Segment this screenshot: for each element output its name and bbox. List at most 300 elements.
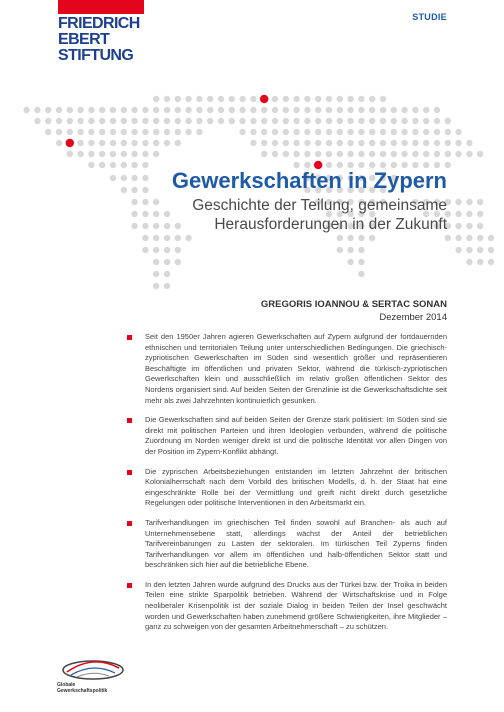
map-dot [77, 151, 83, 157]
map-dot [293, 107, 299, 113]
map-dot [369, 235, 375, 241]
map-dot [391, 107, 397, 113]
map-dot [434, 129, 440, 135]
map-dot [67, 151, 73, 157]
map-dot [337, 140, 343, 146]
map-dot [380, 140, 386, 146]
map-dot [142, 223, 148, 229]
map-dot [153, 223, 159, 229]
map-dot [131, 162, 137, 168]
map-dot [369, 107, 375, 113]
map-dot [121, 162, 127, 168]
map-dot [142, 118, 148, 124]
map-dot [23, 107, 29, 113]
map-dot [369, 140, 375, 146]
map-dot [153, 96, 159, 102]
footer-logo-line-1: Globale [57, 682, 76, 688]
map-dot [445, 151, 451, 157]
map-dot [477, 223, 483, 229]
map-dot [337, 107, 343, 113]
map-dot [315, 140, 321, 146]
map-dot [412, 140, 418, 146]
map-dot [412, 118, 418, 124]
map-dot [283, 107, 289, 113]
map-dot [272, 140, 278, 146]
bullet-square-icon [127, 418, 132, 423]
map-dot [315, 129, 321, 135]
map-dot [131, 107, 137, 113]
map-dot [401, 151, 407, 157]
map-dot [142, 175, 148, 181]
map-dot [175, 223, 181, 229]
map-dot [175, 96, 181, 102]
footer-logo-line-2: Gewerkschaftspolitik [57, 687, 108, 694]
map-dot [142, 211, 148, 217]
map-dot [391, 129, 397, 135]
map-dot [56, 129, 62, 135]
map-dot [229, 96, 235, 102]
map-dot [380, 129, 386, 135]
map-dot [131, 187, 137, 193]
map-dot [358, 235, 364, 241]
map-dot [239, 118, 245, 124]
map-dot [250, 118, 256, 124]
map-dot [412, 107, 418, 113]
map-dot [110, 140, 116, 146]
map-dot [423, 140, 429, 146]
map-dot [34, 118, 40, 124]
map-dot [337, 118, 343, 124]
series-label: STUDIE [412, 12, 447, 22]
map-dot [466, 211, 472, 217]
map-dot [358, 271, 364, 277]
map-dot [261, 107, 267, 113]
map-dot [99, 107, 105, 113]
map-dot [185, 235, 191, 241]
map-dot [56, 107, 62, 113]
map-dot [423, 151, 429, 157]
map-dot [380, 96, 386, 102]
map-dot [455, 223, 461, 229]
map-dot [477, 235, 483, 241]
map-dot [164, 107, 170, 113]
map-dot [164, 283, 170, 289]
map-dot [229, 118, 235, 124]
world-map-dot-pattern [0, 90, 504, 300]
footer-logo-label [57, 683, 107, 694]
map-dot [455, 235, 461, 241]
map-dot [401, 129, 407, 135]
map-dot [466, 247, 472, 253]
map-dot [315, 96, 321, 102]
map-dot [153, 211, 159, 217]
map-dot [455, 140, 461, 146]
map-dot [99, 151, 105, 157]
map-dot [347, 259, 353, 265]
map-dot [110, 175, 116, 181]
map-dot [121, 118, 127, 124]
map-dot [477, 211, 483, 217]
map-dot [185, 129, 191, 135]
bullet-item: Seit den 1950er Jahren agieren Gewerkschaften auf Zypern aufgrund der fortdauernden ethnischen und territorialen Teilung unter unterschiedlichen Bedingungen. Die griechisch-zypriotischen Gewerkschaften im Süden sind wesentlich größer und repräsentieren Beschäftigte im öffentlichen und privaten Sektor, während die türkisch-zypriotischen Gewerkschaften klein und ausschließlich im relativ großen öffentlichen Sektor des Nordens organisiert sind. Auf beiden Seiten der Grenzlinie ist die Gewerkschaftsdichte seit mehr als zwei Jahrzehnten kontinuierlich gesunken. [127, 332, 447, 406]
map-dot [358, 118, 364, 124]
map-dot [445, 235, 451, 241]
map-dot [185, 118, 191, 124]
map-dot [466, 199, 472, 205]
map-dot [142, 235, 148, 241]
map-dot [131, 211, 137, 217]
map-dot [56, 140, 62, 146]
map-dot [77, 118, 83, 124]
map-dot [153, 118, 159, 124]
map-dot [423, 107, 429, 113]
map-dot [347, 140, 353, 146]
map-dot [358, 129, 364, 135]
map-dot [239, 129, 245, 135]
summary-bullets [127, 332, 447, 642]
map-dot [77, 107, 83, 113]
map-dot [45, 129, 51, 135]
map-dot [261, 151, 267, 157]
map-dot [293, 151, 299, 157]
map-dot [164, 259, 170, 265]
map-dot [164, 96, 170, 102]
map-dot [369, 151, 375, 157]
map-dot [488, 247, 494, 253]
map-dot [131, 129, 137, 135]
map-dot [283, 140, 289, 146]
logo-red-bar [58, 0, 144, 14]
map-dot [185, 107, 191, 113]
map-dot [142, 129, 148, 135]
map-dot [380, 118, 386, 124]
subtitle-line-1: Geschichte der Teilung, gemeinsame [192, 197, 447, 214]
map-dot [99, 118, 105, 124]
map-dot [77, 140, 83, 146]
map-dot [293, 118, 299, 124]
map-dot [142, 187, 148, 193]
map-dot [99, 140, 105, 146]
map-dot [88, 151, 94, 157]
subtitle-line-2: Herausforderungen in der Zukunft [214, 216, 447, 233]
map-dot [153, 271, 159, 277]
map-dot [391, 118, 397, 124]
map-dot [293, 96, 299, 102]
map-dot [347, 107, 353, 113]
map-dot [99, 129, 105, 135]
map-dot [358, 107, 364, 113]
map-dot [88, 118, 94, 124]
map-dot [283, 96, 289, 102]
map-dot [88, 162, 94, 168]
map-dot [196, 107, 202, 113]
map-dot [455, 199, 461, 205]
map-dot [304, 96, 310, 102]
map-dot [466, 151, 472, 157]
map-dot [34, 107, 40, 113]
map-dot-highlight [66, 139, 74, 147]
map-dot [304, 118, 310, 124]
map-dot [315, 107, 321, 113]
map-dot [358, 247, 364, 253]
map-dot [196, 129, 202, 135]
map-dot [164, 223, 170, 229]
map-dot [142, 199, 148, 205]
publication-date: Dezember 2014 [379, 312, 447, 323]
map-dot [326, 151, 332, 157]
map-dot [369, 129, 375, 135]
map-dot [337, 235, 343, 241]
map-dot [142, 140, 148, 146]
map-dot [142, 107, 148, 113]
map-dot [164, 129, 170, 135]
bullet-item: Tarifverhandlungen im griechischen Teil finden sowohl auf Branchen- als auch auf Unternehmensebene statt, allerdings wächst der Anteil der betrieblichen Tarifvereinbarungen zu Lasten der sektoralen. Im türkischen Teil Zyperns finden Tarifverhandlungen vor allem im öffentlichen und halb-öffentlichen Sektor statt und beschränken sich hier auf die betriebliche Ebene. [127, 518, 447, 571]
map-dot [153, 199, 159, 205]
map-dot [445, 118, 451, 124]
map-dot [175, 107, 181, 113]
map-dot [337, 151, 343, 157]
map-dot [88, 129, 94, 135]
map-dot [304, 140, 310, 146]
map-dot [110, 118, 116, 124]
bullet-square-icon [127, 583, 132, 588]
map-dot [250, 96, 256, 102]
map-dot [110, 162, 116, 168]
map-dot [250, 140, 256, 146]
map-dot [110, 107, 116, 113]
map-dot [56, 118, 62, 124]
map-dot [347, 151, 353, 157]
globe-swoosh-icon [57, 648, 129, 682]
map-dot-highlight [260, 95, 268, 103]
bullet-item: In den letzten Jahren wurde aufgrund des Drucks aus der Türkei bzw. der Troika in beiden Teilen eine strikte Sparpolitik betrieben. Während der Wirtschaftskrise und in Folge neoliberaler Krisenpolitik ist der soziale Dialog in beiden Teilen der Insel geschwächt worden und Gewerkschaften haben zunehmend größere Schwierigkeiten, ihre Mitglieder – ganz zu schweigen von der gesamten Arbeitnehmerschaft – zu schützen. [127, 580, 447, 633]
map-dot [434, 118, 440, 124]
map-dot [337, 96, 343, 102]
map-dot [131, 223, 137, 229]
map-dot [391, 140, 397, 146]
map-dot [121, 107, 127, 113]
map-dot [121, 187, 127, 193]
map-dot [477, 151, 483, 157]
map-dot [283, 118, 289, 124]
map-dot [153, 283, 159, 289]
map-dot [304, 151, 310, 157]
map-dot [153, 259, 159, 265]
map-dot [239, 96, 245, 102]
authors: GREGORIS IOANNOU & SERTAC SONAN [260, 299, 447, 310]
map-dot [185, 96, 191, 102]
map-dot [121, 129, 127, 135]
map-dot [218, 107, 224, 113]
map-dot [315, 151, 321, 157]
map-dot [110, 151, 116, 157]
map-dot [67, 129, 73, 135]
map-dot [175, 118, 181, 124]
map-dot [347, 129, 353, 135]
map-dot [412, 129, 418, 135]
map-dot [131, 140, 137, 146]
map-dot [99, 162, 105, 168]
map-dot [153, 140, 159, 146]
map-dot [67, 107, 73, 113]
map-dot [326, 118, 332, 124]
map-dot [153, 247, 159, 253]
map-dot [142, 151, 148, 157]
map-dot [175, 140, 181, 146]
map-dot [315, 118, 321, 124]
map-dot [131, 151, 137, 157]
map-dot [466, 140, 472, 146]
map-dot [153, 107, 159, 113]
map-dot [272, 118, 278, 124]
map-dot [455, 151, 461, 157]
map-dot [142, 162, 148, 168]
map-dot [347, 247, 353, 253]
map-dot [218, 96, 224, 102]
map-dot [347, 118, 353, 124]
map-dot [110, 129, 116, 135]
map-dot [466, 235, 472, 241]
map-dot [445, 129, 451, 135]
map-dot [358, 96, 364, 102]
bullet-item: Die Gewerkschaften sind auf beiden Seiten der Grenze stark politisiert: Im Süden sind sie direkt mit politischen Parteien und ihren Ideologien verbunden, während die politische Zuordnung im Norden weniger direkt ist und die politische Identität vor allen Dingen von der Position im Zypern-Konflikt abhängt. [127, 415, 447, 457]
map-dot [455, 211, 461, 217]
map-dot [347, 235, 353, 241]
map-dot [272, 129, 278, 135]
map-dot [283, 151, 289, 157]
map-dot [175, 129, 181, 135]
logo-line-2: EBERT [58, 31, 110, 48]
map-dot [250, 107, 256, 113]
map-dot [142, 247, 148, 253]
map-dot [304, 107, 310, 113]
map-dot [153, 129, 159, 135]
map-dot [121, 151, 127, 157]
map-dot [326, 107, 332, 113]
map-dot [131, 199, 137, 205]
map-dot [401, 107, 407, 113]
map-dot [45, 118, 51, 124]
map-dot [401, 118, 407, 124]
map-dot [261, 118, 267, 124]
map-dot [121, 140, 127, 146]
map-dot [423, 118, 429, 124]
map-dot [283, 129, 289, 135]
map-dot [164, 247, 170, 253]
map-dot [131, 118, 137, 124]
map-dot [131, 175, 137, 181]
map-dot [67, 118, 73, 124]
map-dot [272, 107, 278, 113]
map-dot [337, 129, 343, 135]
map-dot [261, 129, 267, 135]
map-dot [455, 247, 461, 253]
map-dot [121, 175, 127, 181]
map-dot [196, 118, 202, 124]
map-dot [326, 140, 332, 146]
bullet-item: Die zyprischen Arbeitsbeziehungen entstanden im letzten Jahrzehnt der britischen Kolonialherrschaft nach dem Vorbild des britischen Modells, d. h. der Staat hat eine eingeschränkte Rolle bei der Vermittlung und greift nicht direkt durch gesetzliche Regelungen oder politische Interventionen in den Arbeitsmarkt ein. [127, 467, 447, 509]
map-dot [45, 107, 51, 113]
map-dot [164, 118, 170, 124]
map-dot [369, 118, 375, 124]
map-dot [239, 107, 245, 113]
map-dot [175, 235, 181, 241]
map-dot [358, 151, 364, 157]
map-dot [337, 247, 343, 253]
map-dot [434, 107, 440, 113]
map-dot [164, 211, 170, 217]
map-dot [326, 129, 332, 135]
logo-line-3: STIFTUNG [58, 47, 134, 64]
map-dot [164, 235, 170, 241]
map-dot [358, 259, 364, 265]
map-dot [175, 259, 181, 265]
map-dot [164, 271, 170, 277]
map-dot [293, 129, 299, 135]
map-dot [347, 96, 353, 102]
map-dot [391, 151, 397, 157]
map-dot [196, 96, 202, 102]
map-dot [164, 140, 170, 146]
map-dot [412, 151, 418, 157]
map-dot [326, 96, 332, 102]
map-dot [304, 129, 310, 135]
map-dot [380, 151, 386, 157]
logo-line-1: FRIEDRICH [58, 15, 140, 32]
map-dot [175, 247, 181, 253]
map-dot [207, 107, 213, 113]
map-dot [401, 140, 407, 146]
map-dot [423, 129, 429, 135]
map-dot [88, 140, 94, 146]
map-dot [250, 129, 256, 135]
map-dot [488, 235, 494, 241]
map-dot [466, 223, 472, 229]
fes-logo [58, 0, 144, 64]
map-dot [434, 140, 440, 146]
bullet-square-icon [127, 335, 132, 340]
map-dot [358, 140, 364, 146]
map-dot [434, 151, 440, 157]
map-dot [477, 259, 483, 265]
map-dot [488, 259, 494, 265]
map-dot [153, 151, 159, 157]
map-dot [272, 96, 278, 102]
map-dot [229, 107, 235, 113]
document-title: Gewerkschaften in Zypern [171, 168, 447, 193]
map-dot [272, 151, 278, 157]
map-dot [207, 96, 213, 102]
document-subtitle [192, 196, 447, 234]
map-dot [369, 96, 375, 102]
map-dot [88, 107, 94, 113]
map-dot [455, 129, 461, 135]
map-dot [477, 199, 483, 205]
map-dot [380, 107, 386, 113]
bullet-square-icon [127, 470, 132, 475]
map-dot [77, 129, 83, 135]
map-dot [153, 235, 159, 241]
map-dot [207, 118, 213, 124]
map-dot [261, 140, 267, 146]
map-dot [218, 118, 224, 124]
map-dot [445, 140, 451, 146]
map-dot [477, 247, 483, 253]
bullet-square-icon [127, 521, 132, 526]
map-dot [466, 259, 472, 265]
map-dot [293, 140, 299, 146]
logo-wordmark [58, 16, 144, 64]
